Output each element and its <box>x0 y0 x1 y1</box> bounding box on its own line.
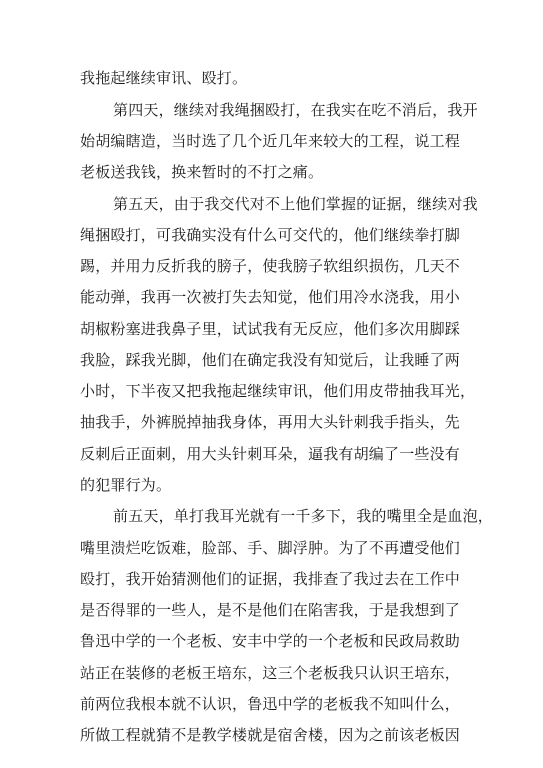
text-line: 我脸，踩我光脚，他们在确定我没有知觉后，让我睡了两 <box>80 351 461 369</box>
text-line: 能动弹，我再一次被打失去知觉，他们用冷水浇我，用小 <box>80 288 461 306</box>
text-line: 始胡编瞎造，当时选了几个近几年来较大的工程，说工程 <box>80 132 461 150</box>
text-line: 前两位我根本就不认识，鲁迅中学的老板我不知叫什么， <box>80 695 461 713</box>
text-line: 站正在装修的老板王培东，这三个老板我只认识王培东， <box>80 664 461 682</box>
text-line: 抽我手，外裤脱掉抽我身体，再用大头针刺我手指头，先 <box>80 413 461 431</box>
paragraph-start-line: 前五天，单打我耳光就有一千多下，我的嘴里全是血泡， <box>113 507 494 525</box>
paragraph-start-line: 第四天，继续对我绳捆殴打，在我实在吃不消后，我开 <box>113 101 478 119</box>
text-line: 鲁迅中学的一个老板、安丰中学的一个老板和民政局救助 <box>80 632 461 650</box>
text-line: 所做工程就猜不是教学楼就是宿舍楼，因为之前该老板因 <box>80 726 461 744</box>
text-line: 嘴里溃烂吃饭难，脸部、手、脚浮肿。为了不再遭受他们 <box>80 539 461 557</box>
text-line: 我拖起继续审讯、殴打。 <box>80 69 248 87</box>
text-line: 踢，并用力反折我的膀子，使我膀子软组织损伤，几天不 <box>80 257 461 275</box>
text-line: 的犯罪行为。 <box>80 476 172 494</box>
text-line: 胡椒粉塞进我鼻子里，试试我有无反应，他们多次用脚踩 <box>80 320 461 338</box>
text-line: 老板送我钱，换来暂时的不打之痛。 <box>80 163 324 181</box>
text-line: 小时，下半夜又把我拖起继续审讯，他们用皮带抽我耳光， <box>80 382 476 400</box>
text-line: 是否得罪的一些人，是不是他们在陷害我，于是我想到了 <box>80 601 461 619</box>
text-line: 绳捆殴打，可我确实没有什么可交代的，他们继续拳打脚 <box>80 226 461 244</box>
text-line: 反刺后正面刺，用大头针刺耳朵，逼我有胡编了一些没有 <box>80 445 461 463</box>
paragraph-start-line: 第五天，由于我交代对不上他们掌握的证据，继续对我 <box>113 195 478 213</box>
text-line: 殴打，我开始猜测他们的证据，我排查了我过去在工作中 <box>80 570 461 588</box>
